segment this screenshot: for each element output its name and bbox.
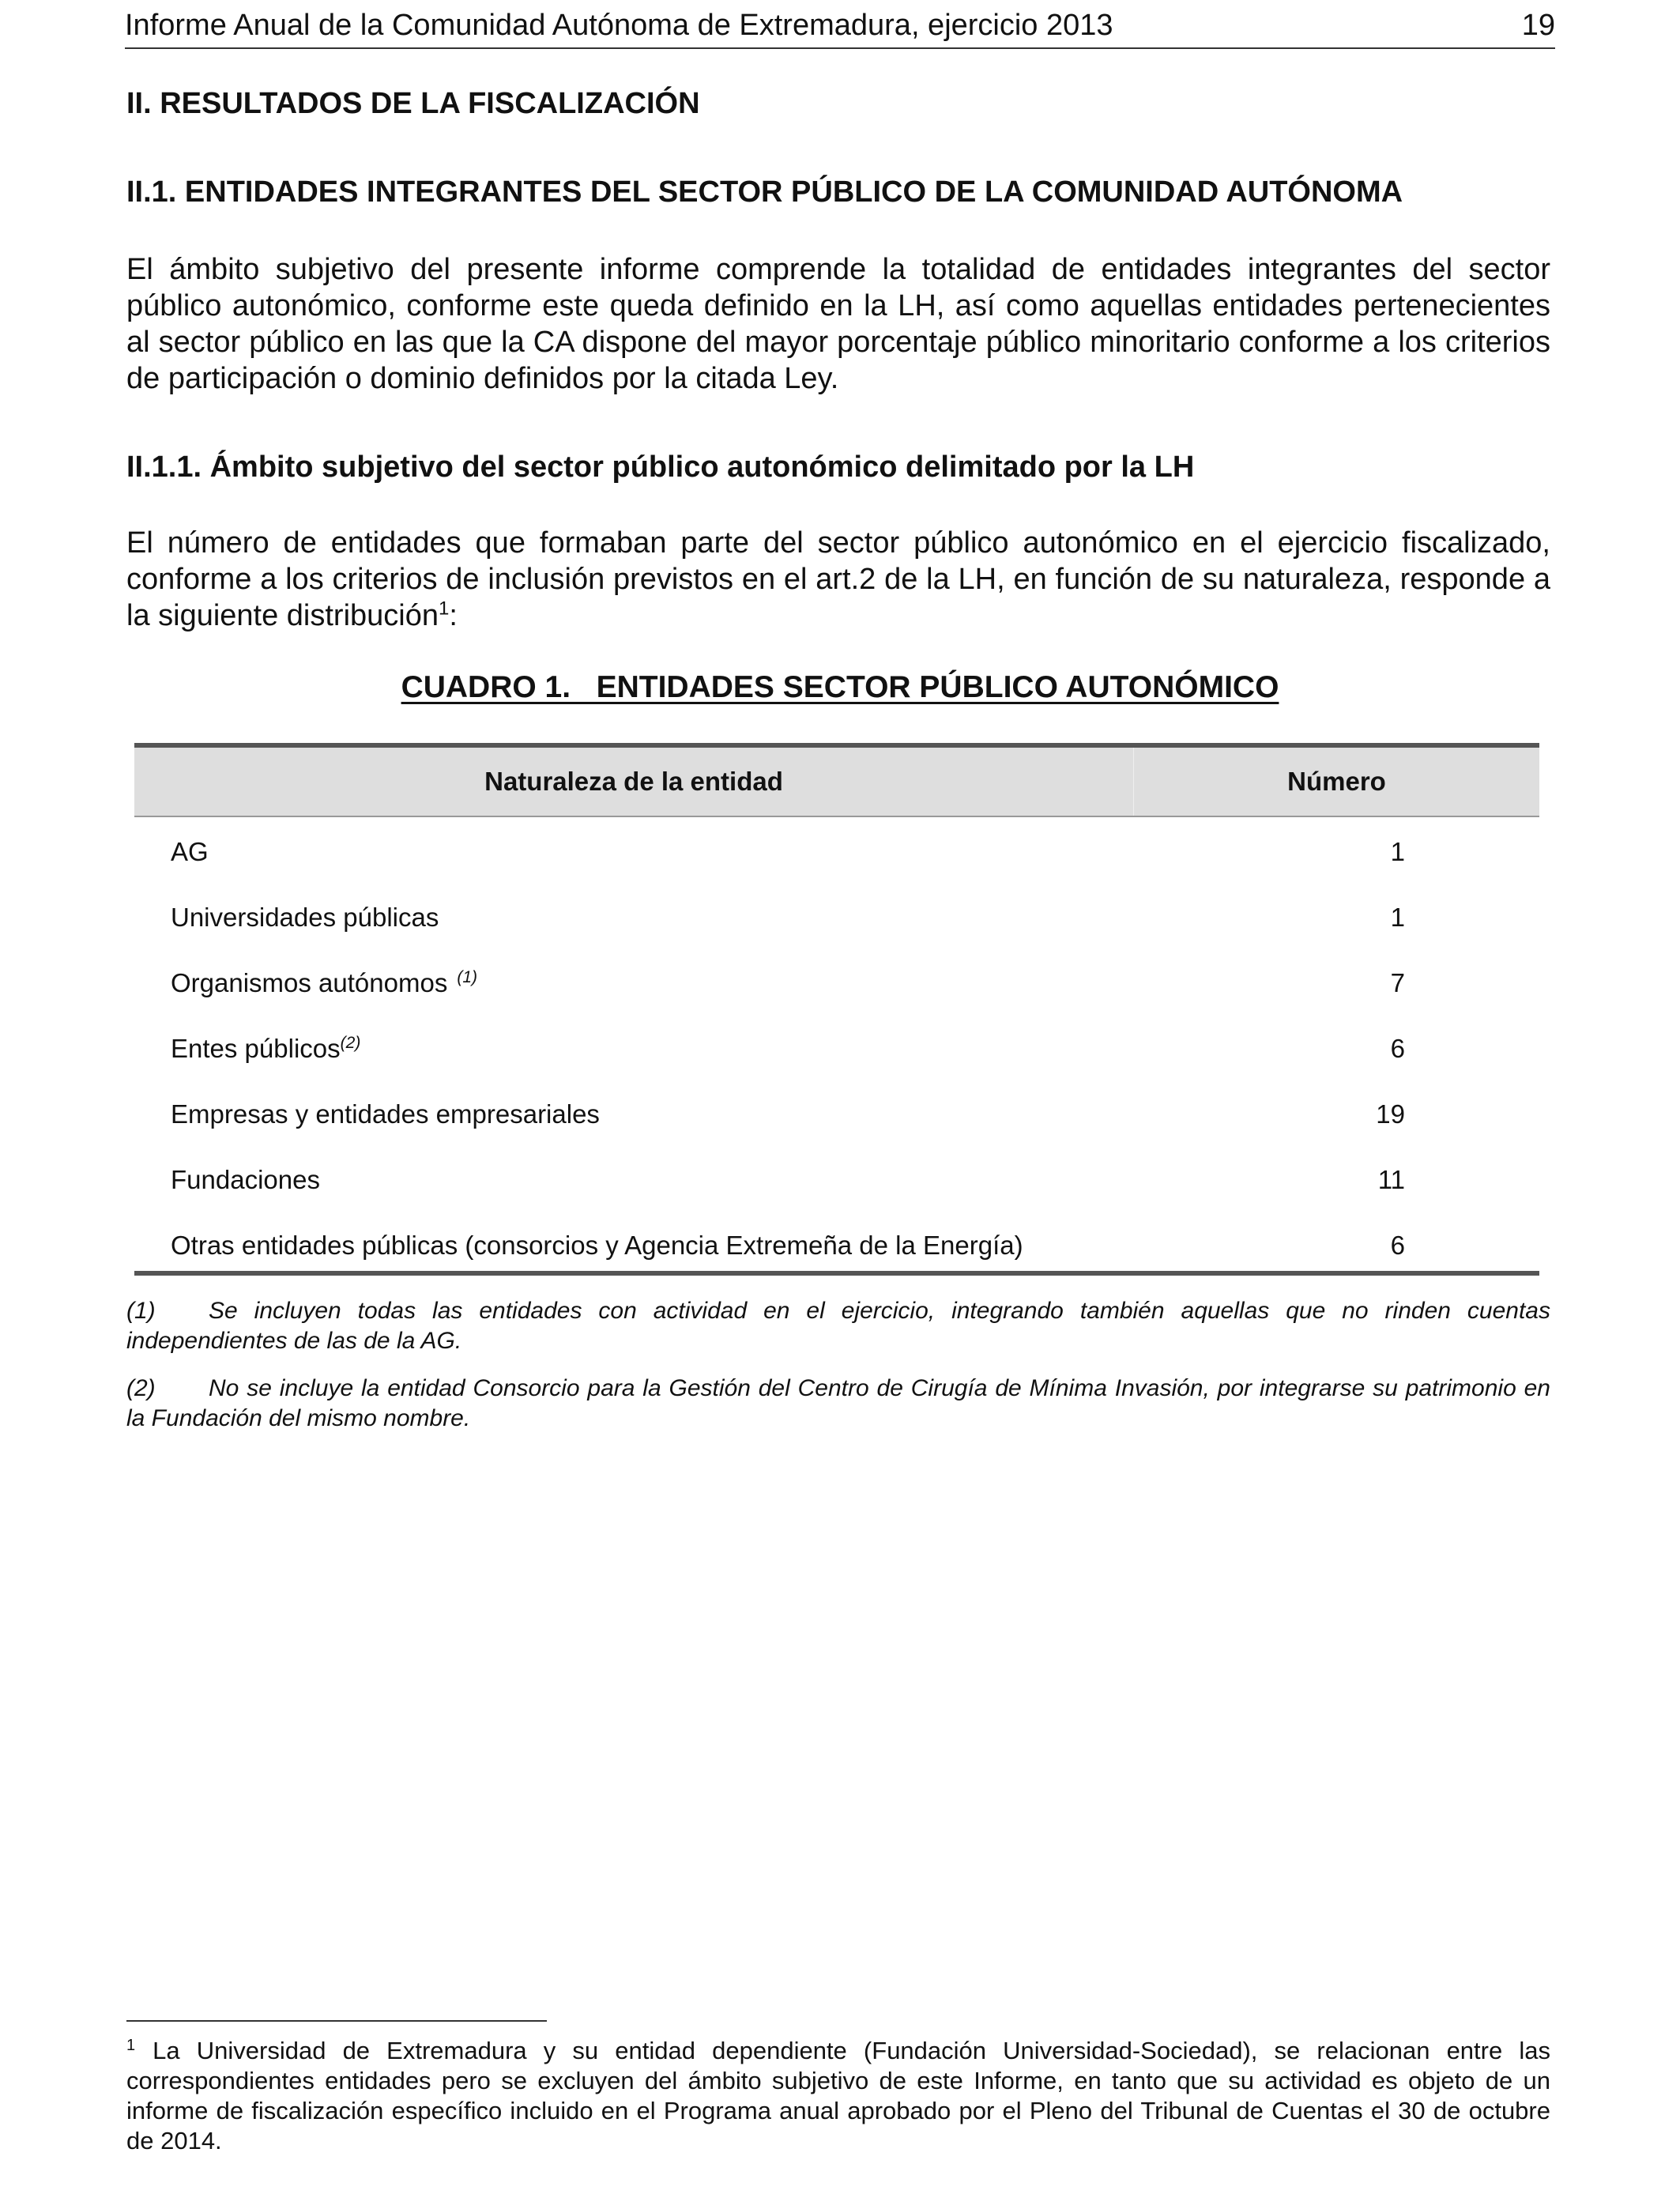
table-note-text: No se incluye la entidad Consorcio para la Gestión del Centro de Cirugía de Mínima Invasión, por integrarse su patrimonio en la Fundación del mismo nombre. — [126, 1375, 1550, 1431]
header-title: Informe Anual de la Comunidad Autónoma de Extremadura, ejercicio 2013 — [125, 9, 1113, 42]
row-note-marker: (1) — [457, 967, 478, 986]
row-name-cell — [134, 1231, 1133, 1261]
page-number: 19 — [1521, 9, 1555, 42]
distribution-paragraph-end: : — [449, 599, 458, 632]
row-value: 1 — [1390, 902, 1405, 932]
row-name-cell — [134, 968, 1133, 998]
subsection-title: II.1. ENTIDADES INTEGRANTES DEL SECTOR PÚBLICO DE LA COMUNIDAD AUTÓNOMA — [126, 175, 1403, 209]
row-name-cell — [134, 1034, 1133, 1064]
row-name: Fundaciones — [171, 1164, 320, 1194]
table-header-row — [134, 748, 1539, 817]
table-row — [134, 1212, 1539, 1278]
section-title: II. RESULTADOS DE LA FISCALIZACIÓN — [126, 87, 700, 120]
footnote-mark: 1 — [126, 2036, 136, 2054]
distribution-paragraph — [126, 525, 1550, 634]
table-row — [134, 1081, 1539, 1147]
footnote-text: La Universidad de Extremadura y su entidad dependiente (Fundación Universidad-Sociedad), se relacionan entre las correspondientes entidades pero se excluyen del ámbito subjetivo de este Informe, en tanto que su actividad es objeto de un informe de fiscalización específico incluido en el Programa anual aprobado por el Pleno del Tribunal de Cuentas el 30 de octubre de 2014. — [126, 2037, 1550, 2154]
column-header-number: Número — [1133, 748, 1539, 816]
row-value: 6 — [1390, 1033, 1405, 1063]
row-name: Entes públicos — [171, 1033, 341, 1063]
row-value: 11 — [1377, 1164, 1405, 1194]
table-row — [134, 819, 1539, 884]
footnote-reference: 1 — [439, 598, 450, 620]
intro-paragraph: El ámbito subjetivo del presente informe comprende la totalidad de entidades integrantes del sector público autonómico, conforme este queda definido en la LH, así como aquellas entidades pertenecientes al sector público en las que la CA dispone del mayor porcentaje público minoritario conforme a los criterios de participación o dominio definidos por la citada Ley. — [126, 253, 1550, 395]
table-row — [134, 1147, 1539, 1212]
table-row — [134, 1016, 1539, 1081]
table-note-text: Se incluyen todas las entidades con actividad en el ejercicio, integrando también aquellas que no rinden cuentas independientes de las de la AG. — [126, 1298, 1550, 1354]
row-value: 1 — [1390, 836, 1405, 866]
table-title-text: CUADRO 1. ENTIDADES SECTOR PÚBLICO AUTONÓMICO — [401, 670, 1279, 704]
row-name-cell — [134, 1099, 1133, 1129]
running-header — [125, 6, 1555, 49]
entities-table — [134, 743, 1539, 1284]
table-note — [126, 1374, 1550, 1434]
row-name: Otras entidades públicas (consorcios y Agencia Extremeña de la Energía) — [171, 1230, 1023, 1260]
footnote — [126, 2036, 1550, 2156]
distribution-paragraph-text: El número de entidades que formaban parte del sector público autonómico en el ejercicio fiscalizado, conforme a los criterios de inclusión previstos en el art.2 de la LH, en función de su naturaleza, responde a la siguiente distribución — [126, 526, 1550, 632]
table-body — [134, 817, 1539, 1284]
row-value: 6 — [1390, 1230, 1405, 1260]
table-note-number: (2) — [126, 1375, 156, 1401]
table-note — [126, 1296, 1550, 1356]
row-name-cell — [134, 837, 1133, 867]
row-value: 19 — [1376, 1099, 1405, 1129]
row-name: Empresas y entidades empresariales — [171, 1099, 600, 1129]
row-name: AG — [171, 836, 209, 866]
row-name-cell — [134, 1165, 1133, 1195]
column-header-name: Naturaleza de la entidad — [484, 767, 783, 796]
table-title — [0, 670, 1680, 705]
table-row — [134, 950, 1539, 1016]
row-value: 7 — [1390, 967, 1405, 997]
table-note-number: (1) — [126, 1298, 156, 1324]
table-row — [134, 884, 1539, 950]
table-bottom-rule — [134, 1271, 1539, 1276]
footnote-separator — [126, 2020, 547, 2022]
row-name: Organismos autónomos — [171, 967, 448, 997]
row-name: Universidades públicas — [171, 902, 439, 932]
row-name-cell — [134, 903, 1133, 933]
row-note-marker: (2) — [340, 1033, 361, 1052]
subsubsection-title: II.1.1. Ámbito subjetivo del sector público autonómico delimitado por la LH — [126, 450, 1195, 484]
